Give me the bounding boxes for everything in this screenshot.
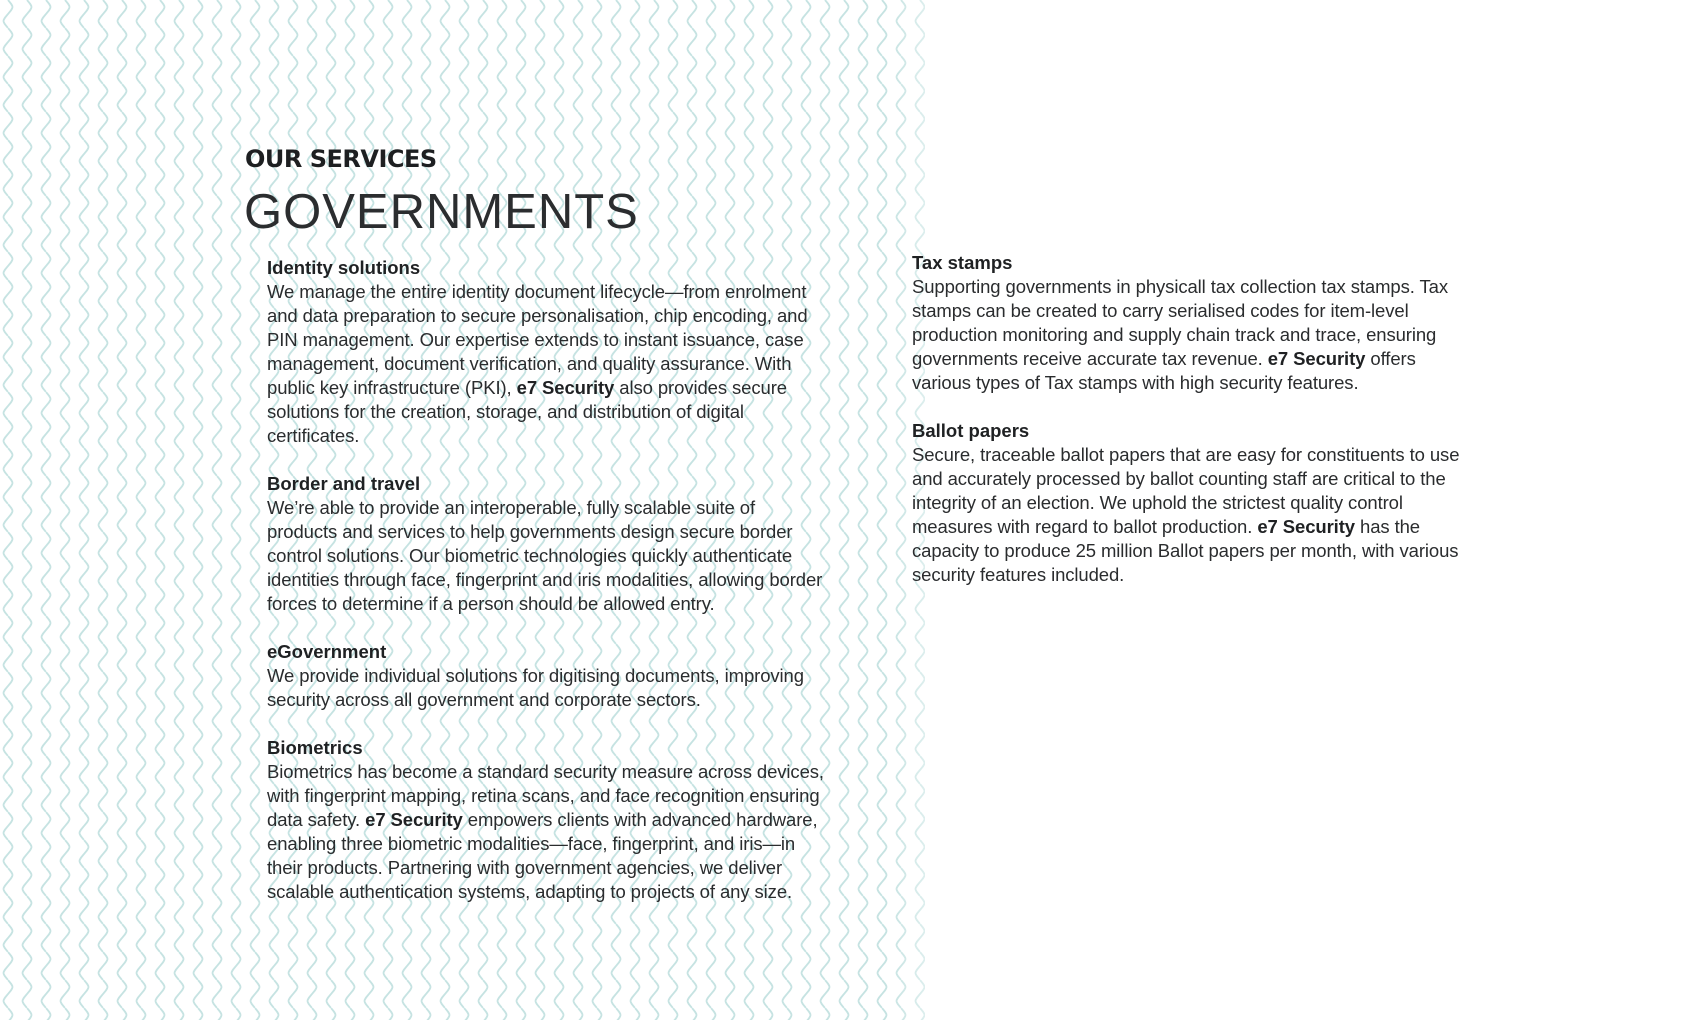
section-body: Biometrics has become a standard security measure across devices, with fingerprint mapping, retina scans, and face recognition ensuring data safety. e7 Security empowers clients with advanced hardware, enabling three biometric modalities—face, fingerprint, and iris—in their products. Partnering with government agencies, we deliver scalable authentication systems, adapting to projects of any size.	[267, 761, 824, 902]
brand-name: e7 Security	[1257, 516, 1355, 537]
left-column	[267, 256, 827, 928]
brand-name: e7 Security	[365, 809, 463, 830]
section-heading: eGovernment	[267, 641, 387, 662]
section-body: We’re able to provide an interoperable, fully scalable suite of products and services to help governments design secure border control solutions. Our biometric technologies quickly authenticate identities through face, fingerprint and iris modalities, allowing border forces to determine if a person should be allowed entry.	[267, 497, 823, 614]
brand-name: e7 Security	[1267, 348, 1366, 369]
section-heading: Tax stamps	[912, 252, 1013, 273]
section-heading: Biometrics	[267, 737, 363, 758]
section-tax-stamps	[912, 251, 1472, 395]
section-ballot-papers	[912, 419, 1472, 587]
section-body: We manage the entire identity document lifecycle—from enrolment and data preparation to secure personalisation, chip encoding, and PIN management. Our expertise extends to instant issuance, case management, document verification, and quality assurance. With public key infrastructure (PKI), e7 Security also provides secure solutions for the creation, storage, and distribution of digital certificates.	[267, 281, 808, 446]
page-title: GOVERNMENTS	[244, 185, 639, 239]
section-border-and-travel	[267, 472, 827, 616]
section-body: We provide individual solutions for digitising documents, improving security across all government and corporate sectors.	[267, 665, 804, 710]
section-heading: Identity solutions	[267, 257, 421, 278]
section-heading: Ballot papers	[912, 420, 1030, 441]
section-body: Secure, traceable ballot papers that are easy for constituents to use and accurately processed by ballot counting staff are critical to the integrity of an election. We uphold the strictest quality control measures with regard to ballot production. e7 Security has the capacity to produce 25 million Ballot papers per month, with various security features included.	[912, 444, 1460, 585]
section-eyebrow: OUR SERVICES	[245, 145, 437, 173]
section-biometrics	[267, 736, 827, 904]
page-header	[245, 144, 639, 240]
section-identity-solutions	[267, 256, 827, 448]
section-heading: Border and travel	[267, 473, 421, 494]
section-egovernment	[267, 640, 827, 712]
brand-name: e7 Security	[516, 377, 615, 398]
right-column	[912, 251, 1472, 611]
section-body: Supporting governments in physicall tax collection tax stamps. Tax stamps can be created to carry serialised codes for item-level production monitoring and supply chain track and trace, ensuring governments receive accurate tax revenue. e7 Security offers various types of Tax stamps with high security features.	[912, 276, 1448, 393]
